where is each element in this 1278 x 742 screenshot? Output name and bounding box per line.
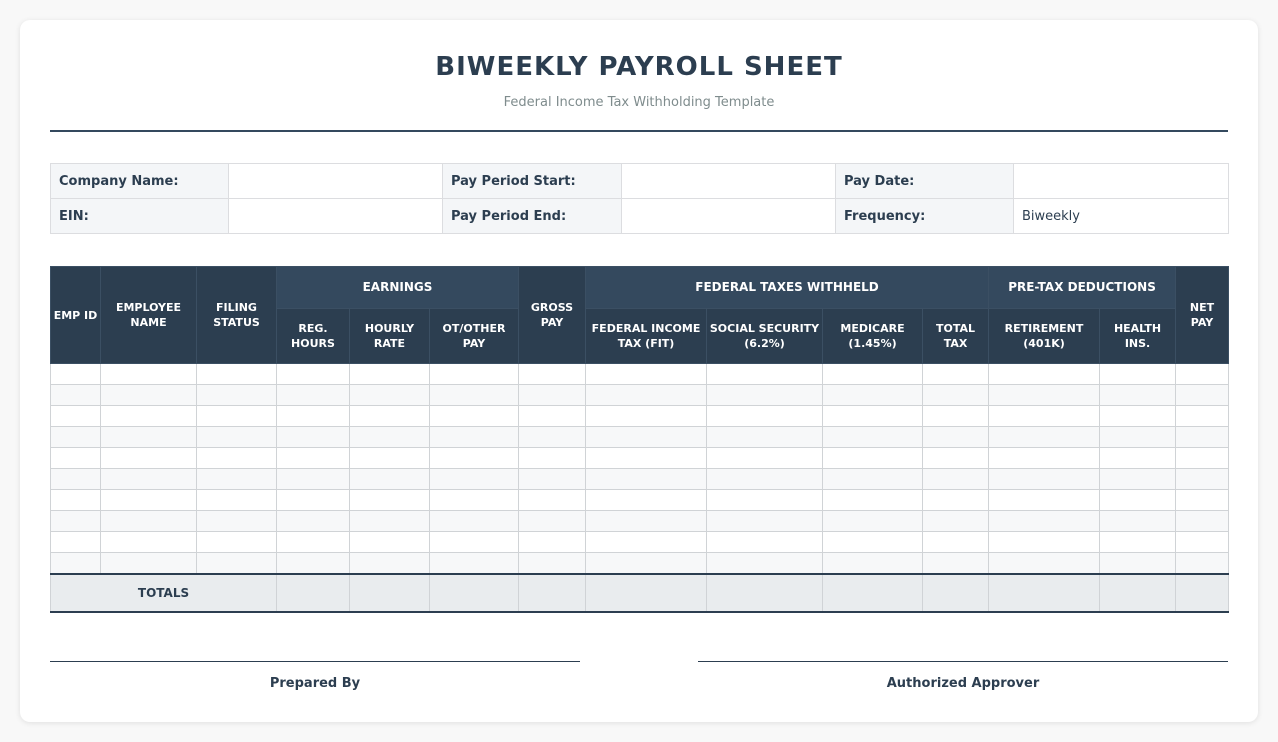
table-cell[interactable]	[823, 385, 923, 406]
table-cell[interactable]	[277, 469, 350, 490]
table-cell[interactable]	[989, 469, 1100, 490]
table-cell[interactable]	[1100, 448, 1176, 469]
page-subtitle: Federal Income Tax Withholding Template	[503, 95, 775, 110]
table-cell[interactable]	[519, 385, 586, 406]
table-cell[interactable]	[101, 553, 197, 575]
table-cell[interactable]	[350, 553, 430, 575]
ein-field[interactable]	[229, 199, 443, 234]
table-cell[interactable]	[823, 553, 923, 575]
prepared-by-signature-line[interactable]	[50, 661, 580, 662]
table-cell[interactable]	[707, 364, 823, 385]
table-cell[interactable]	[350, 427, 430, 448]
table-cell[interactable]	[1176, 469, 1229, 490]
table-cell[interactable]	[519, 469, 586, 490]
table-cell[interactable]	[823, 406, 923, 427]
table-cell[interactable]	[1176, 385, 1229, 406]
table-cell[interactable]	[1100, 427, 1176, 448]
group-pretax-deductions: PRE-TAX DEDUCTIONS	[989, 267, 1176, 309]
pay-period-end-field[interactable]	[622, 199, 836, 234]
table-cell[interactable]	[923, 448, 989, 469]
table-cell[interactable]	[586, 448, 707, 469]
table-cell[interactable]	[197, 490, 277, 511]
table-cell[interactable]	[101, 427, 197, 448]
table-cell[interactable]	[519, 364, 586, 385]
frequency-label: Frequency:	[836, 199, 1014, 234]
table-cell[interactable]	[430, 511, 519, 532]
table-cell[interactable]	[1100, 511, 1176, 532]
totals-cell	[989, 574, 1100, 612]
table-cell[interactable]	[101, 511, 197, 532]
col-reg-hours: REG. HOURS	[277, 309, 350, 364]
col-emp-id: EMP ID	[51, 267, 101, 364]
totals-cell	[519, 574, 586, 612]
company-info-table	[50, 163, 1229, 234]
table-cell[interactable]	[823, 364, 923, 385]
table-cell[interactable]	[519, 448, 586, 469]
table-cell[interactable]	[430, 532, 519, 553]
col-total-tax: TOTAL TAX	[923, 309, 989, 364]
approver-label: Authorized Approver	[886, 676, 1040, 691]
ein-label: EIN:	[51, 199, 229, 234]
table-cell[interactable]	[1176, 427, 1229, 448]
table-row	[51, 406, 1229, 427]
table-cell[interactable]	[51, 532, 101, 553]
table-cell[interactable]	[430, 490, 519, 511]
table-cell[interactable]	[1176, 448, 1229, 469]
pay-period-end-label: Pay Period End:	[443, 199, 622, 234]
table-cell[interactable]	[350, 406, 430, 427]
table-row	[51, 532, 1229, 553]
table-cell[interactable]	[586, 553, 707, 575]
table-cell[interactable]	[1176, 511, 1229, 532]
table-cell[interactable]	[277, 385, 350, 406]
table-cell[interactable]	[51, 427, 101, 448]
table-cell[interactable]	[1100, 364, 1176, 385]
table-cell[interactable]	[277, 532, 350, 553]
table-cell[interactable]	[1176, 364, 1229, 385]
table-cell[interactable]	[707, 427, 823, 448]
totals-cell	[923, 574, 989, 612]
table-row	[51, 511, 1229, 532]
table-cell[interactable]	[277, 490, 350, 511]
pay-date-label: Pay Date:	[836, 164, 1014, 199]
group-earnings: EARNINGS	[277, 267, 519, 309]
table-cell[interactable]	[101, 469, 197, 490]
table-cell[interactable]	[586, 469, 707, 490]
col-social-security: SOCIAL SECURITY (6.2%)	[707, 309, 823, 364]
table-cell[interactable]	[823, 448, 923, 469]
col-ot-other-pay: OT/OTHER PAY	[430, 309, 519, 364]
table-cell[interactable]	[707, 532, 823, 553]
table-cell[interactable]	[1100, 490, 1176, 511]
table-row	[51, 553, 1229, 575]
table-cell[interactable]	[430, 406, 519, 427]
table-cell[interactable]	[350, 532, 430, 553]
col-medicare: MEDICARE (1.45%)	[823, 309, 923, 364]
col-employee-name: EMPLOYEE NAME	[101, 267, 197, 364]
table-cell[interactable]	[197, 406, 277, 427]
table-cell[interactable]	[350, 448, 430, 469]
company-name-field[interactable]	[229, 164, 443, 199]
table-cell[interactable]	[51, 553, 101, 575]
company-name-label: Company Name:	[51, 164, 229, 199]
table-cell[interactable]	[51, 448, 101, 469]
frequency-field[interactable]: Biweekly	[1014, 199, 1229, 234]
table-cell[interactable]	[51, 364, 101, 385]
table-cell[interactable]	[586, 385, 707, 406]
table-cell[interactable]	[1176, 490, 1229, 511]
table-cell[interactable]	[519, 553, 586, 575]
col-filing-status: FILING STATUS	[197, 267, 277, 364]
table-cell[interactable]	[430, 553, 519, 575]
table-cell[interactable]	[277, 511, 350, 532]
table-cell[interactable]	[430, 385, 519, 406]
table-cell[interactable]	[519, 406, 586, 427]
table-cell[interactable]	[989, 511, 1100, 532]
table-cell[interactable]	[823, 532, 923, 553]
table-cell[interactable]	[989, 385, 1100, 406]
table-cell[interactable]	[197, 511, 277, 532]
table-cell[interactable]	[197, 364, 277, 385]
totals-cell	[1176, 574, 1229, 612]
table-cell[interactable]	[707, 511, 823, 532]
table-cell[interactable]	[519, 490, 586, 511]
table-cell[interactable]	[923, 406, 989, 427]
table-cell[interactable]	[430, 364, 519, 385]
table-cell[interactable]	[51, 406, 101, 427]
totals-label: TOTALS	[51, 574, 277, 612]
table-cell[interactable]	[707, 553, 823, 575]
table-cell[interactable]	[350, 469, 430, 490]
table-cell[interactable]	[989, 448, 1100, 469]
pay-period-start-field[interactable]	[622, 164, 836, 199]
table-cell[interactable]	[519, 427, 586, 448]
table-cell[interactable]	[519, 532, 586, 553]
table-cell[interactable]	[277, 427, 350, 448]
totals-cell	[277, 574, 350, 612]
col-federal-income-tax: FEDERAL INCOME TAX (FIT)	[586, 309, 707, 364]
table-cell[interactable]	[923, 427, 989, 448]
table-cell[interactable]	[989, 364, 1100, 385]
table-cell[interactable]	[586, 406, 707, 427]
page-title: BIWEEKLY PAYROLL SHEET	[435, 52, 843, 82]
pay-date-field[interactable]	[1014, 164, 1229, 199]
table-cell[interactable]	[923, 469, 989, 490]
table-row	[51, 469, 1229, 490]
table-cell[interactable]	[277, 553, 350, 575]
table-cell[interactable]	[519, 511, 586, 532]
table-cell[interactable]	[823, 427, 923, 448]
col-health-ins: HEALTH INS.	[1100, 309, 1176, 364]
table-cell[interactable]	[101, 490, 197, 511]
totals-cell	[350, 574, 430, 612]
table-cell[interactable]	[277, 448, 350, 469]
table-cell[interactable]	[197, 448, 277, 469]
table-cell[interactable]	[430, 469, 519, 490]
table-cell[interactable]	[101, 385, 197, 406]
col-gross-pay: GROSS PAY	[519, 267, 586, 364]
table-cell[interactable]	[586, 490, 707, 511]
header-divider	[50, 130, 1228, 132]
table-cell[interactable]	[586, 532, 707, 553]
table-cell[interactable]	[823, 490, 923, 511]
group-federal-taxes: FEDERAL TAXES WITHHELD	[586, 267, 989, 309]
table-cell[interactable]	[350, 511, 430, 532]
table-row	[51, 385, 1229, 406]
table-cell[interactable]	[707, 448, 823, 469]
table-cell[interactable]	[197, 532, 277, 553]
table-cell[interactable]	[197, 385, 277, 406]
table-cell[interactable]	[51, 385, 101, 406]
table-cell[interactable]	[823, 469, 923, 490]
table-cell[interactable]	[989, 532, 1100, 553]
table-cell[interactable]	[1100, 406, 1176, 427]
table-row	[51, 364, 1229, 385]
table-cell[interactable]	[707, 469, 823, 490]
table-cell[interactable]	[989, 406, 1100, 427]
approver-signature-line[interactable]	[698, 661, 1228, 662]
table-cell[interactable]	[350, 364, 430, 385]
table-cell[interactable]	[707, 385, 823, 406]
table-cell[interactable]	[1176, 406, 1229, 427]
table-cell[interactable]	[989, 490, 1100, 511]
pay-period-start-label: Pay Period Start:	[443, 164, 622, 199]
table-cell[interactable]	[350, 385, 430, 406]
table-cell[interactable]	[586, 511, 707, 532]
table-cell[interactable]	[923, 364, 989, 385]
totals-cell	[707, 574, 823, 612]
table-cell[interactable]	[101, 448, 197, 469]
totals-cell	[823, 574, 923, 612]
col-net-pay: NET PAY	[1176, 267, 1229, 364]
table-cell[interactable]	[430, 448, 519, 469]
table-cell[interactable]	[101, 364, 197, 385]
table-cell[interactable]	[1100, 469, 1176, 490]
payroll-table	[50, 266, 1229, 613]
table-cell[interactable]	[51, 469, 101, 490]
table-cell[interactable]	[350, 490, 430, 511]
table-cell[interactable]	[1176, 532, 1229, 553]
table-cell[interactable]	[923, 385, 989, 406]
table-cell[interactable]	[1100, 532, 1176, 553]
prepared-by-label: Prepared By	[269, 676, 361, 691]
table-cell[interactable]	[823, 511, 923, 532]
table-cell[interactable]	[923, 490, 989, 511]
totals-row	[51, 574, 1229, 612]
table-cell[interactable]	[101, 406, 197, 427]
table-cell[interactable]	[430, 427, 519, 448]
table-cell[interactable]	[1100, 553, 1176, 575]
table-cell[interactable]	[277, 364, 350, 385]
table-cell[interactable]	[923, 553, 989, 575]
table-row	[51, 448, 1229, 469]
table-cell[interactable]	[197, 553, 277, 575]
table-cell[interactable]	[51, 511, 101, 532]
table-cell[interactable]	[197, 427, 277, 448]
table-cell[interactable]	[989, 427, 1100, 448]
table-cell[interactable]	[586, 427, 707, 448]
table-cell[interactable]	[923, 532, 989, 553]
table-row	[51, 427, 1229, 448]
table-cell[interactable]	[101, 532, 197, 553]
table-cell[interactable]	[51, 490, 101, 511]
table-cell[interactable]	[989, 553, 1100, 575]
totals-cell	[430, 574, 519, 612]
col-hourly-rate: HOURLY RATE	[350, 309, 430, 364]
totals-cell	[1100, 574, 1176, 612]
table-cell[interactable]	[1176, 553, 1229, 575]
table-cell[interactable]	[1100, 385, 1176, 406]
col-retirement: RETIREMENT (401K)	[989, 309, 1100, 364]
table-row	[51, 490, 1229, 511]
table-cell[interactable]	[707, 490, 823, 511]
table-cell[interactable]	[586, 364, 707, 385]
totals-cell	[586, 574, 707, 612]
table-cell[interactable]	[923, 511, 989, 532]
table-cell[interactable]	[277, 406, 350, 427]
table-cell[interactable]	[197, 469, 277, 490]
table-cell[interactable]	[707, 406, 823, 427]
